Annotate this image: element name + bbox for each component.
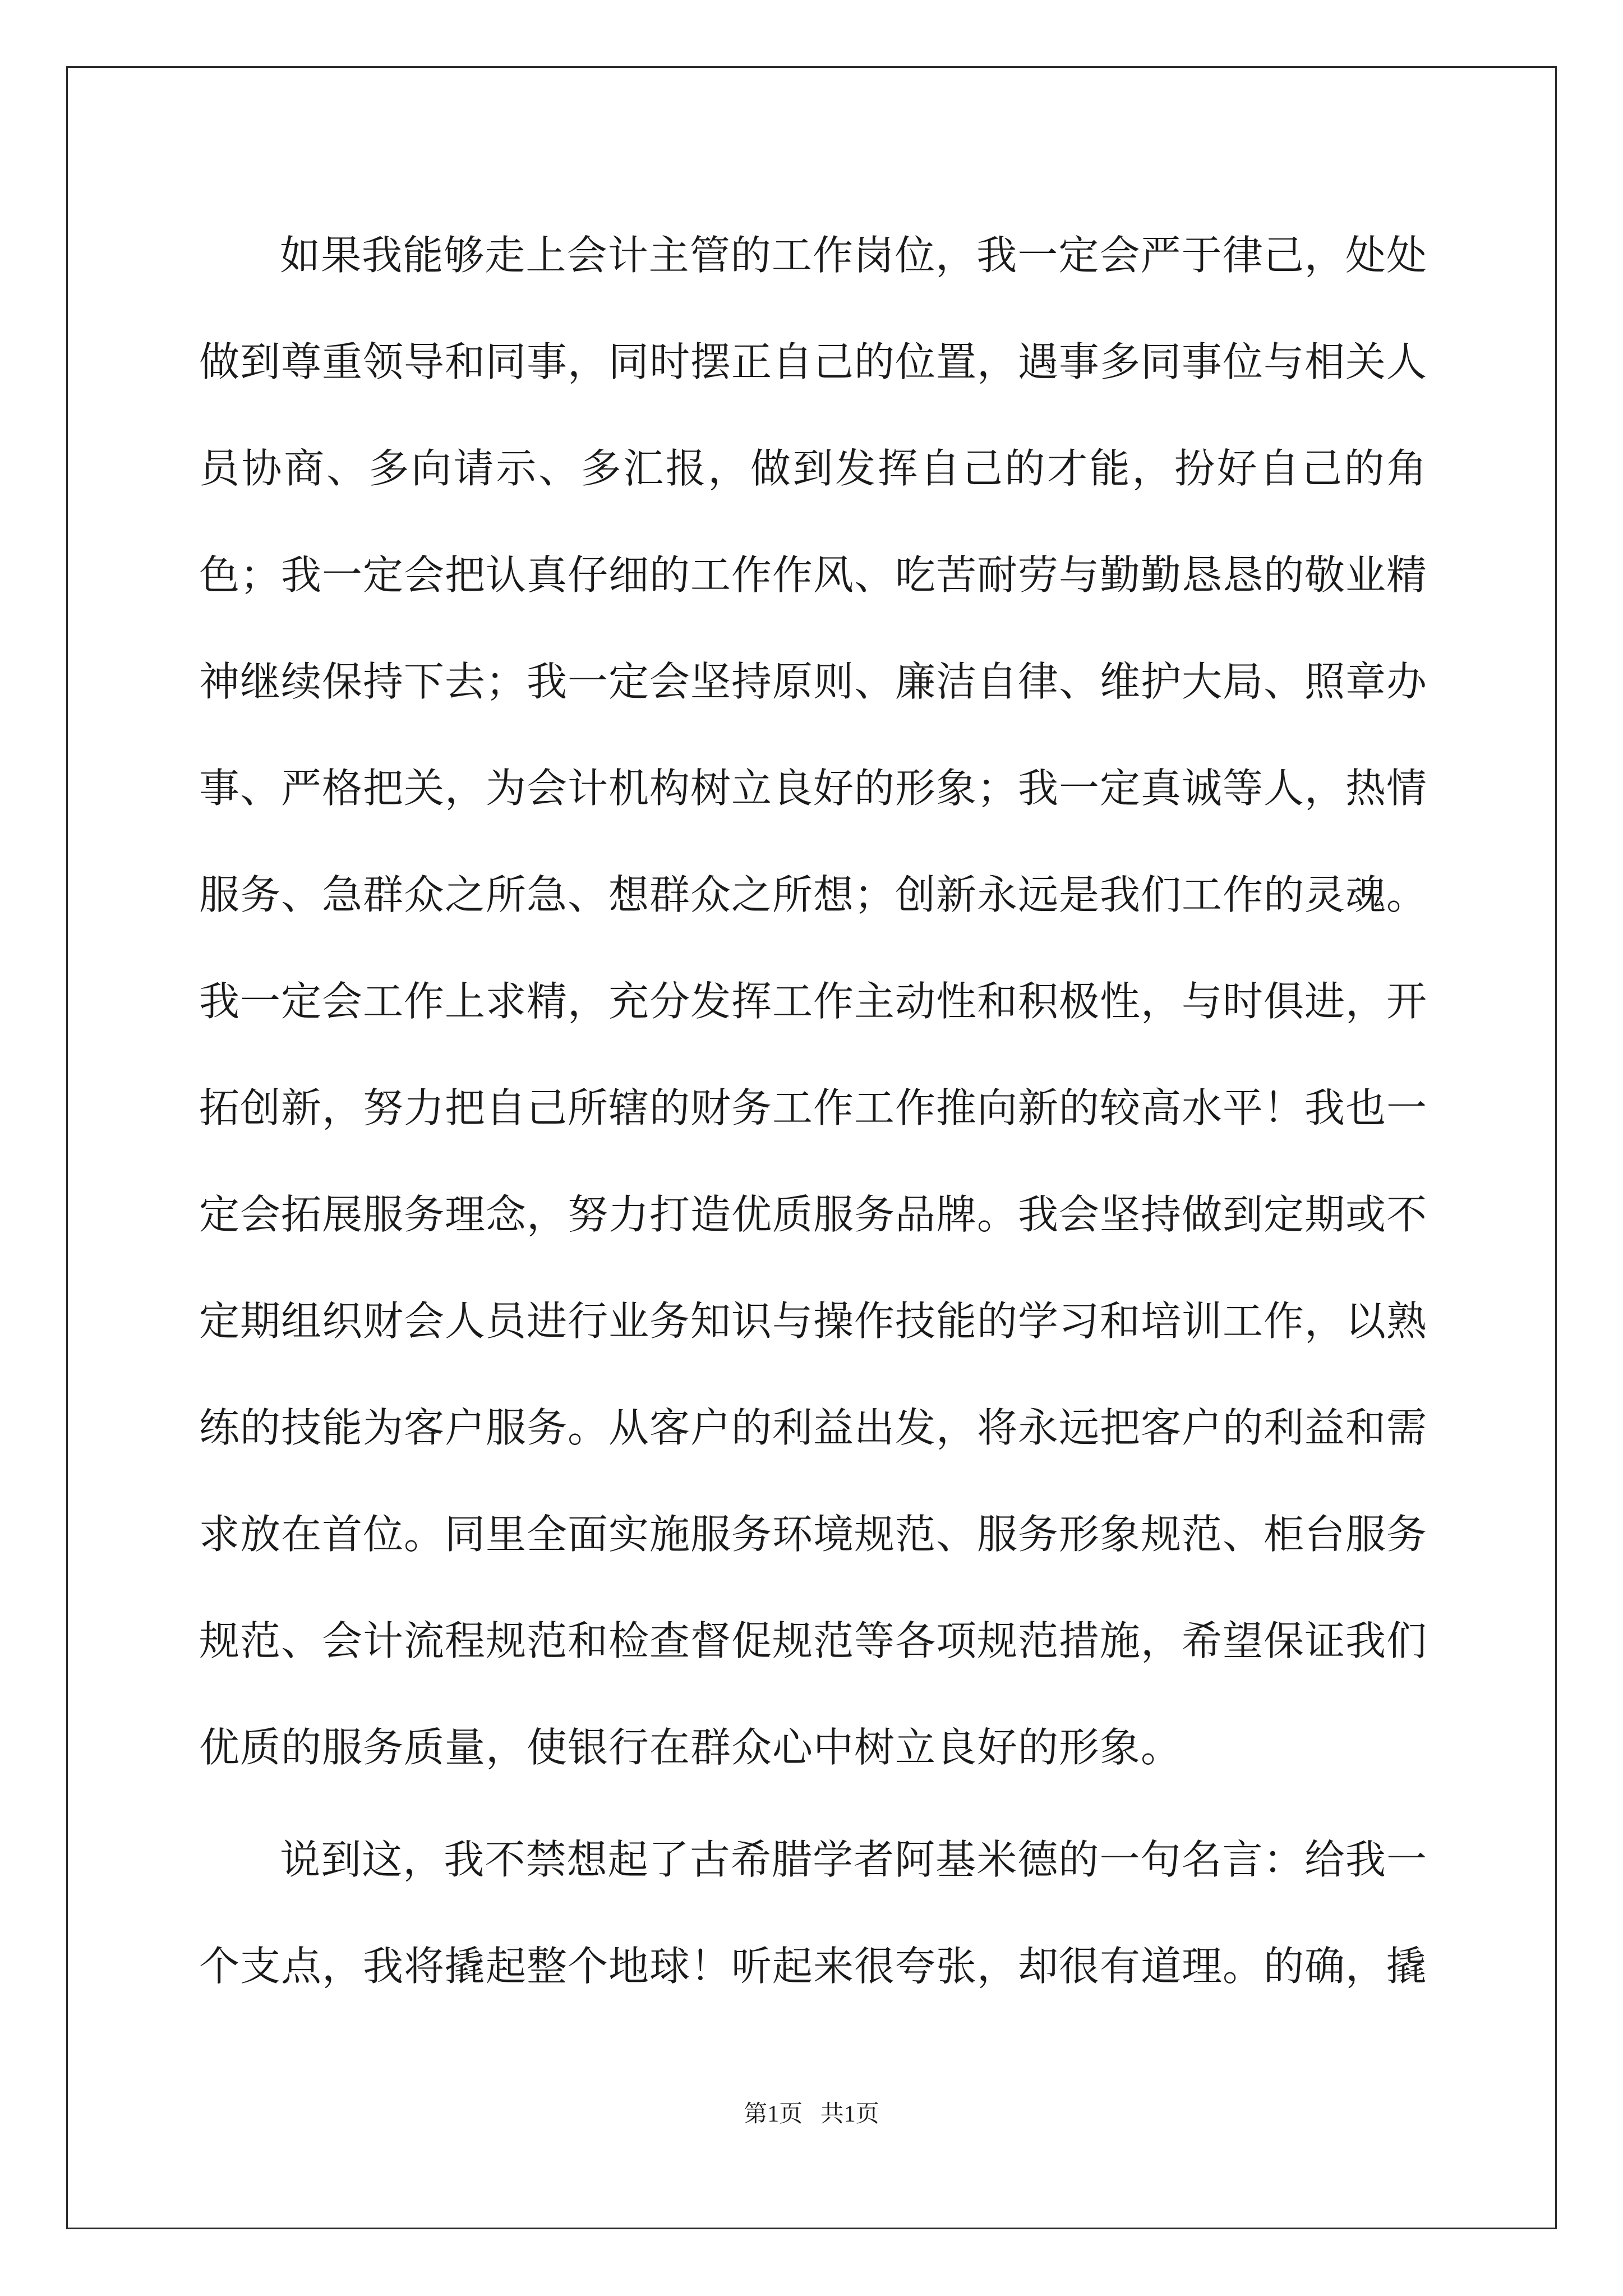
paragraph-1: 如果我能够走上会计主管的工作岗位，我一定会严于律己，处处做到尊重领导和同事，同时摆正自己的位置，遇事多同事位与相关人员协商、多向请示、多汇报，做到发挥自己的才能，扮好自己的角色；我一定会把认真仔细的工作作风、吃苦耐劳与勤勤恳恳的敬业精神继续保持下去；我一定会坚持原则、廉洁自律、维护大局、照章办事、严格把关，为会计机构树立良好的形象；我一定真诚等人，热情服务、急群众之所急、想群众之所想；创新永远是我们工作的灵魂。我一定会工作上求精，充分发挥工作主动性和积极性，与时俱进，开拓创新，努力把自己所辖的财务工作工作推向新的较高水平！我也一定会拓展服务理念，努力打造优质服务品牌。我会坚持做到定期或不定期组织财会人员进行业务知识与操作技能的学习和培训工作，以熟练的技能为客户服务。从客户的利益出发，将永远把客户的利益和需求放在首位。同里全面实施服务环境规范、服务形象规范、柜台服务规范、会计流程规范和检查督促规范等各项规范措施，希望保证我们优质的服务质量，使银行在群众心中树立良好的形象。 xyxy=(199,232,1428,1771)
paragraph-2: 说到这，我不禁想起了古希腊学者阿基米德的一句名言：给我一个支点，我将撬起整个地球！听起来很夸张，却很有道理。的确，撬 xyxy=(199,1836,1428,1990)
page-number-footer: 第1页 共1页 xyxy=(744,2101,879,2127)
document-body xyxy=(199,202,1427,2019)
